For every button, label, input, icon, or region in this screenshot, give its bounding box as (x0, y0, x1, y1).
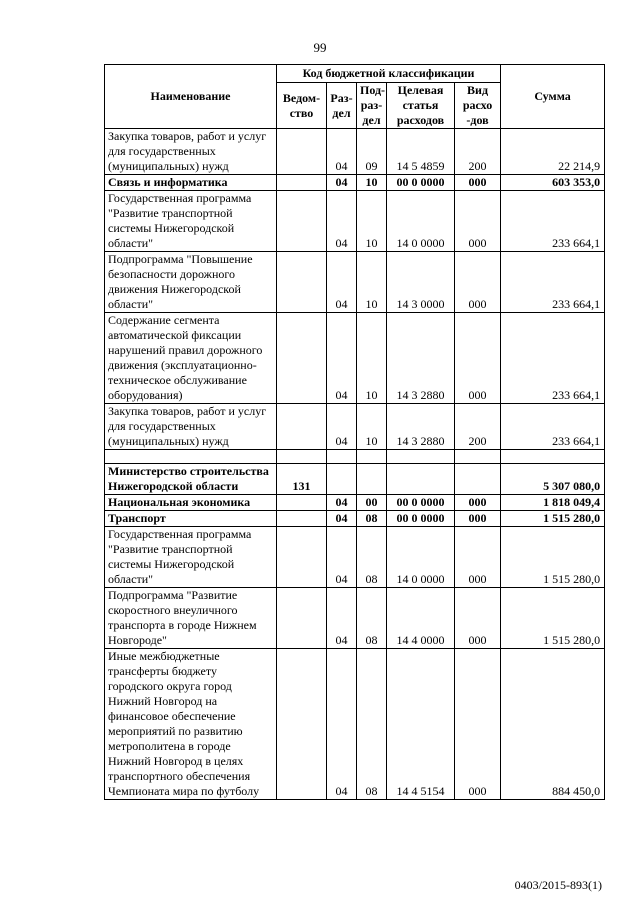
cell-name: Министерство строительства Нижегородской области (105, 464, 277, 495)
table-row (105, 588, 605, 649)
table-row (105, 527, 605, 588)
cell-name: Иные межбюджетные трансферты бюджету городского округа город Нижний Новгород на финансовое обеспечение мероприятий по развитию метрополитена в городе Нижний Новгород в целях транспортного обеспечения Чемпионата мира по футболу (105, 649, 277, 800)
cell-vedomstvo (277, 511, 327, 527)
cell-name: Подпрограмма "Развитие скоростного внеуличного транспорта в городе Нижнем Новгороде" (105, 588, 277, 649)
header-target: Целевая статья расходов (387, 83, 455, 129)
cell-sum: 1 818 049,4 (501, 495, 605, 511)
cell-vid: 000 (455, 191, 501, 252)
cell-vid: 000 (455, 175, 501, 191)
header-vid: Вид расхо -дов (455, 83, 501, 129)
cell-name: Связь и информатика (105, 175, 277, 191)
table-row (105, 313, 605, 404)
cell-podrazdel (357, 450, 387, 464)
cell-podrazdel: 08 (357, 649, 387, 800)
cell-vedomstvo (277, 175, 327, 191)
cell-sum: 1 515 280,0 (501, 511, 605, 527)
cell-sum: 884 450,0 (501, 649, 605, 800)
cell-sum: 1 515 280,0 (501, 527, 605, 588)
cell-name (105, 450, 277, 464)
cell-vid: 000 (455, 313, 501, 404)
cell-sum: 233 664,1 (501, 313, 605, 404)
cell-vid: 200 (455, 404, 501, 450)
cell-razdel (327, 450, 357, 464)
document-code: 0403/2015-893(1) (514, 878, 602, 892)
cell-razdel: 04 (327, 495, 357, 511)
table-row (105, 129, 605, 175)
cell-target (387, 464, 455, 495)
cell-target: 14 3 2880 (387, 404, 455, 450)
cell-podrazdel: 08 (357, 588, 387, 649)
cell-sum: 1 515 280,0 (501, 588, 605, 649)
table-row (105, 464, 605, 495)
cell-name: Закупка товаров, работ и услуг для государственных (муниципальных) нужд (105, 404, 277, 450)
cell-vid: 000 (455, 588, 501, 649)
cell-vid: 000 (455, 495, 501, 511)
cell-vid: 000 (455, 527, 501, 588)
cell-target: 14 5 4859 (387, 129, 455, 175)
cell-razdel: 04 (327, 511, 357, 527)
cell-vid (455, 464, 501, 495)
cell-name: Национальная экономика (105, 495, 277, 511)
cell-name: Закупка товаров, работ и услуг для государственных (муниципальных) нужд (105, 129, 277, 175)
header-razdel: Раз-дел (327, 83, 357, 129)
cell-sum: 233 664,1 (501, 404, 605, 450)
cell-name: Содержание сегмента автоматической фиксации нарушений правил дорожного движения (эксплуатационно-техническое обслуживание оборудования) (105, 313, 277, 404)
table-row (105, 252, 605, 313)
cell-target (387, 450, 455, 464)
cell-vedomstvo (277, 450, 327, 464)
cell-podrazdel: 09 (357, 129, 387, 175)
cell-razdel: 04 (327, 252, 357, 313)
cell-vedomstvo (277, 588, 327, 649)
cell-sum (501, 450, 605, 464)
cell-razdel: 04 (327, 313, 357, 404)
cell-vedomstvo (277, 313, 327, 404)
header-podrazdel: Под-раз-дел (357, 83, 387, 129)
cell-name: Подпрограмма "Повышение безопасности дорожного движения Нижегородской области" (105, 252, 277, 313)
cell-target: 14 3 0000 (387, 252, 455, 313)
cell-vedomstvo (277, 649, 327, 800)
cell-target: 14 0 0000 (387, 527, 455, 588)
cell-razdel: 04 (327, 649, 357, 800)
cell-podrazdel: 08 (357, 527, 387, 588)
cell-podrazdel: 10 (357, 313, 387, 404)
header-sum: Сумма (501, 65, 605, 129)
cell-podrazdel: 08 (357, 511, 387, 527)
cell-target: 00 0 0000 (387, 495, 455, 511)
cell-vedomstvo (277, 527, 327, 588)
header-vedomstvo: Ведом-ство (277, 83, 327, 129)
table-row (105, 511, 605, 527)
cell-target: 14 4 0000 (387, 588, 455, 649)
cell-razdel: 04 (327, 129, 357, 175)
cell-name: Государственная программа "Развитие транспортной системы Нижегородской области" (105, 527, 277, 588)
cell-razdel: 04 (327, 588, 357, 649)
cell-vedomstvo (277, 495, 327, 511)
cell-vid: 000 (455, 649, 501, 800)
cell-vid: 000 (455, 511, 501, 527)
cell-target: 14 0 0000 (387, 191, 455, 252)
cell-target: 00 0 0000 (387, 511, 455, 527)
cell-podrazdel: 10 (357, 175, 387, 191)
header-code-group: Код бюджетной классификации (277, 65, 501, 83)
cell-razdel: 04 (327, 191, 357, 252)
cell-target: 14 3 2880 (387, 313, 455, 404)
cell-vedomstvo (277, 129, 327, 175)
cell-vedomstvo (277, 404, 327, 450)
cell-podrazdel: 00 (357, 495, 387, 511)
cell-razdel: 04 (327, 527, 357, 588)
cell-razdel: 04 (327, 175, 357, 191)
table-row (105, 175, 605, 191)
cell-name: Государственная программа "Развитие транспортной системы Нижегородской области" (105, 191, 277, 252)
cell-podrazdel: 10 (357, 404, 387, 450)
cell-vid (455, 450, 501, 464)
cell-vedomstvo (277, 191, 327, 252)
cell-name: Транспорт (105, 511, 277, 527)
cell-vedomstvo: 131 (277, 464, 327, 495)
table-row (105, 404, 605, 450)
table-body (105, 129, 605, 800)
cell-razdel: 04 (327, 404, 357, 450)
cell-sum: 22 214,9 (501, 129, 605, 175)
table-row (105, 649, 605, 800)
cell-vedomstvo (277, 252, 327, 313)
cell-podrazdel: 10 (357, 252, 387, 313)
cell-target: 00 0 0000 (387, 175, 455, 191)
cell-sum: 233 664,1 (501, 252, 605, 313)
cell-razdel (327, 464, 357, 495)
table-row (105, 191, 605, 252)
cell-vid: 000 (455, 252, 501, 313)
cell-sum: 603 353,0 (501, 175, 605, 191)
header-name: Наименование (105, 65, 277, 129)
budget-table (104, 64, 605, 800)
cell-podrazdel: 10 (357, 191, 387, 252)
cell-target: 14 4 5154 (387, 649, 455, 800)
cell-podrazdel (357, 464, 387, 495)
cell-sum: 233 664,1 (501, 191, 605, 252)
cell-sum: 5 307 080,0 (501, 464, 605, 495)
cell-vid: 200 (455, 129, 501, 175)
page-number: 99 (313, 40, 327, 55)
table-row (105, 450, 605, 464)
table-row (105, 495, 605, 511)
